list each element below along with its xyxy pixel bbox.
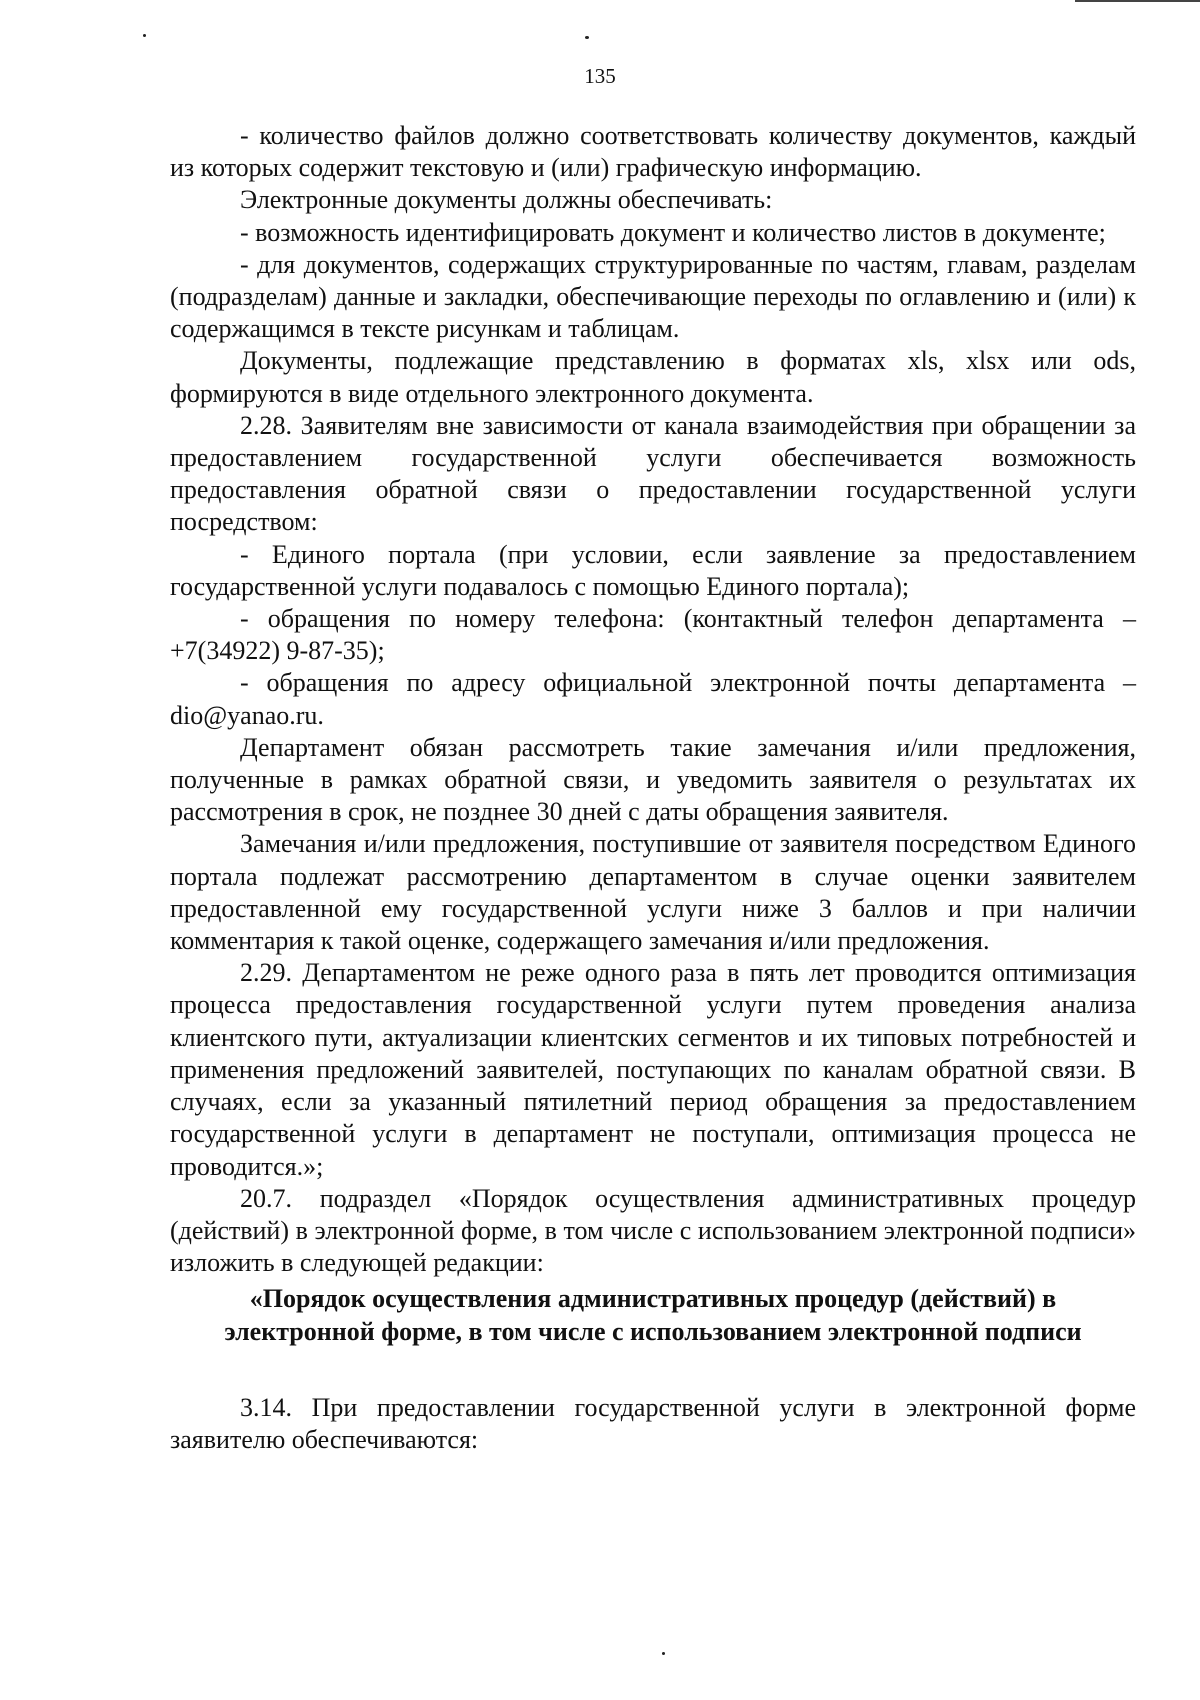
paragraph-3-14: 3.14. При предоставлении государственной услуги в электронной форме заявителю обеспечиваются: xyxy=(170,1392,1136,1454)
document-body xyxy=(170,120,1136,1456)
paragraph-20-7: 20.7. подраздел «Порядок осуществления административных процедур (действий) в электронной форме, в том числе с использованием электронной подписи» изложить в следующей редакции: xyxy=(170,1183,1136,1278)
paragraph-remarks-portal: Замечания и/или предложения, поступившие от заявителя посредством Единого портала подлежат рассмотрению департаментом в случае оценки заявителем предоставленной ему государственной услуги ниже 3 баллов и при наличии комментария к такой оценке, содержащего замечания и/или предложения. xyxy=(170,829,1136,956)
section-heading: «Порядок осуществления административных процедур (действий) в электронной форме, в том числе с использованием электронной подписи xyxy=(224,1284,1082,1346)
paragraph-identify-document: - возможность идентифицировать документ и количество листов в документе; xyxy=(240,217,1106,247)
paragraph-department-obliged: Департамент обязан рассмотреть такие замечания и/или предложения, полученные в рамках обратной связи, и уведомить заявителя о результатах их рассмотрения в срок, не позднее 30 дней с даты обращения заявителя. xyxy=(170,732,1136,827)
paragraph-email-contact: - обращения по адресу официальной электронной почты департамента – dio@yanao.ru. xyxy=(170,668,1136,730)
scan-edge-line xyxy=(1075,0,1200,2)
paragraph-unified-portal: - Единого портала (при условии, если заявление за предоставлением государственной услуги подавалось с помощью Единого портала); xyxy=(170,539,1136,601)
scan-speck xyxy=(662,1652,665,1655)
paragraph-structured-documents: - для документов, содержащих структурированные по частям, главам, разделам (подразделам) данные и закладки, обеспечивающие переходы по оглавлению и (или) к содержащимся в тексте рисункам и таблицам. xyxy=(170,249,1136,344)
paragraph-phone-contact: - обращения по номеру телефона: (контактный телефон департамента – +7(34922) 9-87-35); xyxy=(170,604,1136,666)
page-number: 135 xyxy=(584,64,616,88)
paragraph-e-docs-requirements: Электронные документы должны обеспечивать: xyxy=(240,185,773,215)
paragraph-file-count: - количество файлов должно соответствовать количеству документов, каждый из которых содержит текстовую и (или) графическую информацию. xyxy=(170,121,1136,183)
paragraph-2-29: 2.29. Департаментом не реже одного раза в пять лет проводится оптимизация процесса предоставления государственной услуги путем проведения анализа клиентского пути, актуализации клиентских сегментов и их типовых потребностей и применения предложений заявителей, поступающих по каналам обратной связи. В случаях, если за указанный пятилетний период обращения за предоставлением государственной услуги в департамент не поступали, оптимизация процесса не проводится.»; xyxy=(170,958,1136,1181)
scan-speck xyxy=(585,36,589,39)
paragraph-2-28: 2.28. Заявителям вне зависимости от канала взаимодействия при обращении за предоставлением государственной услуги обеспечивается возможность предоставления обратной связи о предоставлении государственной услуги посредством: xyxy=(170,410,1136,537)
paragraph-spreadsheet-formats: Документы, подлежащие представлению в форматах xls, xlsx или ods, формируются в виде отдельного электронного документа. xyxy=(170,346,1136,408)
scan-speck xyxy=(143,34,146,37)
